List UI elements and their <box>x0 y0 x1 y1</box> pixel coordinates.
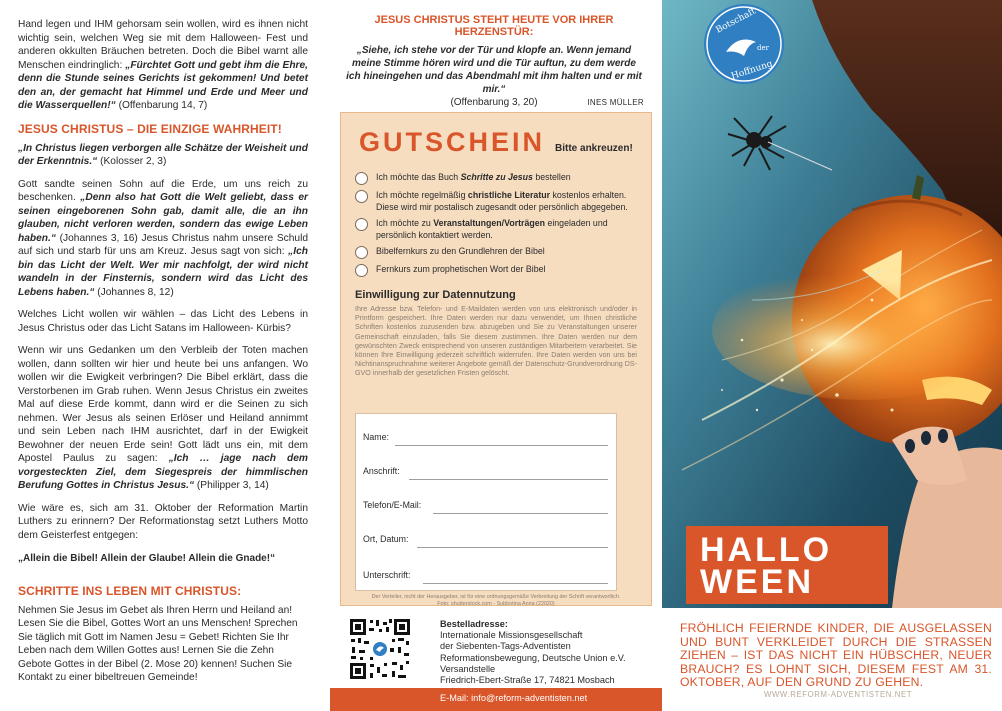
option-checkbox[interactable] <box>355 246 368 259</box>
address-line: der Siebenten-Tags-Adventisten <box>440 641 571 652</box>
heading-truth: JESUS CHRISTUS – DIE EINZIGE WAHRHEIT! <box>18 121 282 136</box>
form-line-address[interactable] <box>409 479 608 480</box>
option-label <box>376 190 641 213</box>
form-row-address[interactable] <box>363 466 608 480</box>
voucher-header <box>341 113 651 158</box>
option-label <box>376 172 571 184</box>
gift-text-a: Gott sandte seinen Sohn auf die Erde, um uns reich zu beschenken. <box>18 178 308 203</box>
voucher-option[interactable] <box>355 172 641 185</box>
option-label <box>376 264 546 276</box>
form-label-place-date: Ort, Datum: <box>363 534 409 544</box>
gift-quote-1: „Denn also hat Gott die Welt geliebt, dass er seinen eingeborenen Sohn gab, damit alle, die an ihn glauben, nicht verloren werden, sondern das ewige Leben haben.“ <box>18 192 308 244</box>
svg-text:der: der <box>757 44 769 52</box>
voucher-option[interactable] <box>355 190 641 213</box>
title-box <box>686 526 888 604</box>
truth-paragraph <box>18 142 308 169</box>
eternity-quote: „Ich … jage nach dem vorgesteckten Ziel, dem Siegespreis der himmlischen Berufung Gottes in Christus Jesus.“ <box>18 453 308 491</box>
svg-text:Hoffnung: Hoffnung <box>730 59 774 82</box>
option-emphasis: Schritte zu Jesus <box>460 172 533 182</box>
contact-form <box>355 413 617 591</box>
email-bar <box>330 688 662 711</box>
heading-steps: SCHRITTE INS LEBEN MIT CHRISTUS: <box>18 583 242 598</box>
invitation-heading: JESUS CHRISTUS STEHT HEUTE VOR IHRER HERZENSTÜR: <box>374 14 614 38</box>
form-line-name[interactable] <box>395 445 608 446</box>
consent-title: Einwilligung zur Datennutzung <box>355 289 516 301</box>
form-row-name[interactable] <box>363 432 608 446</box>
halloween-illustration <box>662 0 1002 608</box>
option-emphasis: Veranstaltungen/Vorträgen <box>433 218 545 228</box>
form-label-signature: Unterschrift: <box>363 570 411 580</box>
website-link[interactable]: WWW.REFORM-ADVENTISTEN.NET <box>764 690 913 699</box>
address-line: Internationale Missionsgesellschaft <box>440 630 583 641</box>
gift-quote-2: „Ich bin das Licht der Welt. Wer mir nachfolgt, der wird nicht wandeln in der Finsternis, sondern wird das Licht des Lebens haben.“ <box>18 246 308 298</box>
invitation-ref-row <box>344 97 644 108</box>
order-address-block <box>348 617 648 687</box>
luther-motto: „Allein die Bibel! Allein der Glaube! Allein die Gnade!“ <box>18 553 276 564</box>
form-line-phone-email[interactable] <box>433 513 608 514</box>
form-label-name: Name: <box>363 432 389 442</box>
author-credit: INES MÜLLER <box>587 98 644 107</box>
email-link[interactable]: E-Mail: info@reform-adventisten.net <box>440 693 588 703</box>
paragraph-gift <box>18 178 308 300</box>
voucher-option[interactable] <box>355 246 641 259</box>
voucher-footnote <box>351 594 641 608</box>
voucher-footnote-1: Der Verteiler, nicht der Herausgeber, ist für eine ordnungsgemäße Verbreitung der Schrift verantwortlich. <box>371 594 621 600</box>
paragraph-reformation: Wie wäre es, sich am 31. Oktober der Reformation Martin Luthers zu erinnern? Der Reformationstag setzt Luthers Motto dem Geisterfest entgegen: <box>18 502 308 541</box>
invitation-quote: „Siehe, ich stehe vor der Tür und klopfe an. Wenn jemand meine Stimme hören wird und die Tür auftun, zu dem werde ich hineingehen und das Abendmahl mit ihm halten und er mit mir.“ <box>346 45 642 95</box>
cover-panel <box>662 0 1002 711</box>
voucher-option[interactable] <box>355 218 641 241</box>
eternity-ref: (Philipper 3, 14) <box>194 480 269 491</box>
form-label-phone-email: Telefon/E-Mail: <box>363 500 422 510</box>
form-row-signature[interactable] <box>363 570 608 584</box>
option-checkbox[interactable] <box>355 264 368 277</box>
svg-text:Botschaft: Botschaft <box>714 6 758 36</box>
steps-paragraph: Nehmen Sie Jesus im Gebet als Ihren Herrn und Heiland an! Lesen Sie die Bibel, Gottes Wort an uns Menschen! Sprechen Sie täglich mit Gott im Namen Jesu = Gebet! Richten Sie Ihr Leben nach dem Willen Gottes aus! Lernen Sie die Zehn Gebote Gottes in der Bibel (2. Mose 20) kennen! Suchen Sie Kontakt zu einer bibeltreuen Gemeinde! <box>18 604 298 683</box>
invitation-ref: (Offenbarung 3, 20) <box>450 97 538 108</box>
option-label <box>376 218 641 241</box>
consent-text: Ihre Adresse bzw. Telefon- und E-Maildaten werden von uns elektronisch und/oder in Printform gespeichert. Ihre Daten werden nur dazu verwendet, um Ihnen christliche Schriften kostenlos zuzusenden bzw. abzugeben und Sie zu Veranstaltungen unserer Gemeinschaft einzuladen, falls Sie diesem zustimmen. Ihre Daten werden nur dem gewünschten Zweck entsprechend von unseren zuständigen Mitarbeitern verarbeitet. Sie können Ihre Einwilligung jederzeit schriftlich widerrufen. Ihre Daten werden von uns bei Nichtinanspruchnahme weiterer Angebote gemäß der Datenschutz-Grundverordnung DS-GVO innerhalb der gesetzlichen Fristen gelöscht. <box>355 305 637 378</box>
left-panel <box>0 0 330 711</box>
voucher-footnote-2: Foto: shutterstock.com - Subbotina Anna (22020) <box>437 601 555 607</box>
form-row-phone-email[interactable] <box>363 500 608 514</box>
option-checkbox[interactable] <box>355 172 368 185</box>
option-text: Ich möchte regelmäßig <box>376 190 468 200</box>
gift-text-b: (Johannes 3, 16) Jesus Christus nahm unsere Schuld auf sich und starb für uns am Kreuz. Jesus sagt von sich: <box>18 232 308 257</box>
intro-paragraph <box>18 18 308 113</box>
option-label <box>376 246 545 258</box>
botschaft-der-hoffnung-logo <box>704 4 784 84</box>
tagline: FRÖHLICH FEIERNDE KINDER, DIE AUSGELASSEN UND BUNT VERKLEIDET DURCH DIE STRASSEN ZIEHEN – IST DAS NICHT EIN HÜBSCHER, NEUER BRAUCH? ES LOHNT SICH, DIESEM FEST AM 31. OKTOBER, AUF DEN GRUND ZU GEHEN. <box>680 621 992 690</box>
option-emphasis: christliche Literatur <box>467 190 551 200</box>
voucher-instruction: Bitte ankreuzen! <box>555 143 633 154</box>
option-text: Ich möchte das Buch <box>376 172 461 182</box>
intro-quote: „Fürchtet Gott und gebt ihm die Ehre, denn die Stunde seines Gerichts ist gekommen! Und betet den an, der gemacht hat Himmel und Erde und Meer und die Wasserquellen!“ <box>18 59 308 111</box>
option-text-rest: kostenlos erhalten. Diese wird mir postalisch zugesandt oder persönlich abgegeben. <box>376 190 628 212</box>
intro-text: Hand legen und IHM gehorsam sein wollen, wird es ihnen nicht wichtig sein, welchen Weg sie mit dem Halloween- Fest und anderen okkulten Bräuchen betreten. Doch die Bibel warnt alle Menschen eindringlich: <box>18 19 308 71</box>
invitation-block <box>330 0 662 108</box>
qr-code-icon[interactable] <box>348 617 412 681</box>
option-text-rest: eingeladen und persönlich kontaktiert werden. <box>376 218 608 240</box>
middle-panel <box>330 0 662 711</box>
form-line-place-date[interactable] <box>417 547 608 548</box>
title-line-1: HALLO <box>700 531 833 569</box>
option-checkbox[interactable] <box>355 190 368 203</box>
gift-text-c: (Johannes 8, 12) <box>94 286 174 298</box>
form-row-place-date[interactable] <box>363 534 608 548</box>
form-line-signature[interactable] <box>423 583 608 584</box>
cover-photo <box>662 0 1002 608</box>
option-text: Ich möchte zu <box>376 218 434 228</box>
option-checkbox[interactable] <box>355 218 368 231</box>
title-line-2: WEEN <box>700 563 814 601</box>
address-label: Bestelladresse: <box>440 619 508 629</box>
voucher-options <box>341 172 651 277</box>
address-line: Versandstelle <box>440 663 496 674</box>
option-text: Fernkurs zum prophetischen Wort der Bibel <box>376 264 546 274</box>
order-address <box>440 619 626 686</box>
paragraph-light: Welches Licht wollen wir wählen – das Licht des Lebens in Jesus Christus oder das Licht Satans im Halloween- Kürbis? <box>18 309 308 334</box>
paragraph-eternity <box>18 344 308 493</box>
voucher-option[interactable] <box>355 264 641 277</box>
voucher-title: GUTSCHEIN <box>359 127 546 157</box>
truth-quote: „In Christus liegen verborgen alle Schätze der Weisheit und der Erkenntnis.“ <box>18 142 308 167</box>
address-line: Friedrich-Ebert-Straße 17, 74821 Mosbach <box>440 675 615 686</box>
truth-ref: (Kolosser 2, 3) <box>97 156 167 167</box>
option-text: Bibelfernkurs zu den Grundlehren der Bibel <box>376 246 545 256</box>
intro-ref: (Offenbarung 14, 7) <box>115 100 208 111</box>
address-line: Reformationsbewegung, Deutsche Union e.V. <box>440 652 626 663</box>
eternity-text: Wenn wir uns Gedanken um den Verbleib der Toten machen wollen, dann sollten wir hier und heute bei uns anfangen. Wo wollen wir die Ewigkeit verbringen? Die Bibel erklärt, dass die Verstorbenen im Grab ruhen. Wenn Jesus Christus ein zweites Mal auf diese Erde kommt, dann wird er die Seinen zu sich nehmen. Wer Jesus als seinen Erlöser und Heiland annimmt und sein Leben nach IHM ausrichtet, darf in der Ewigkeit Bewohner der neuen Erde sein! Gott lädt uns ein, mit dem Apostel Paulus zu sagen: <box>18 345 308 464</box>
option-text-rest: bestellen <box>532 172 571 182</box>
form-label-address: Anschrift: <box>363 466 400 476</box>
voucher-card <box>340 112 652 606</box>
